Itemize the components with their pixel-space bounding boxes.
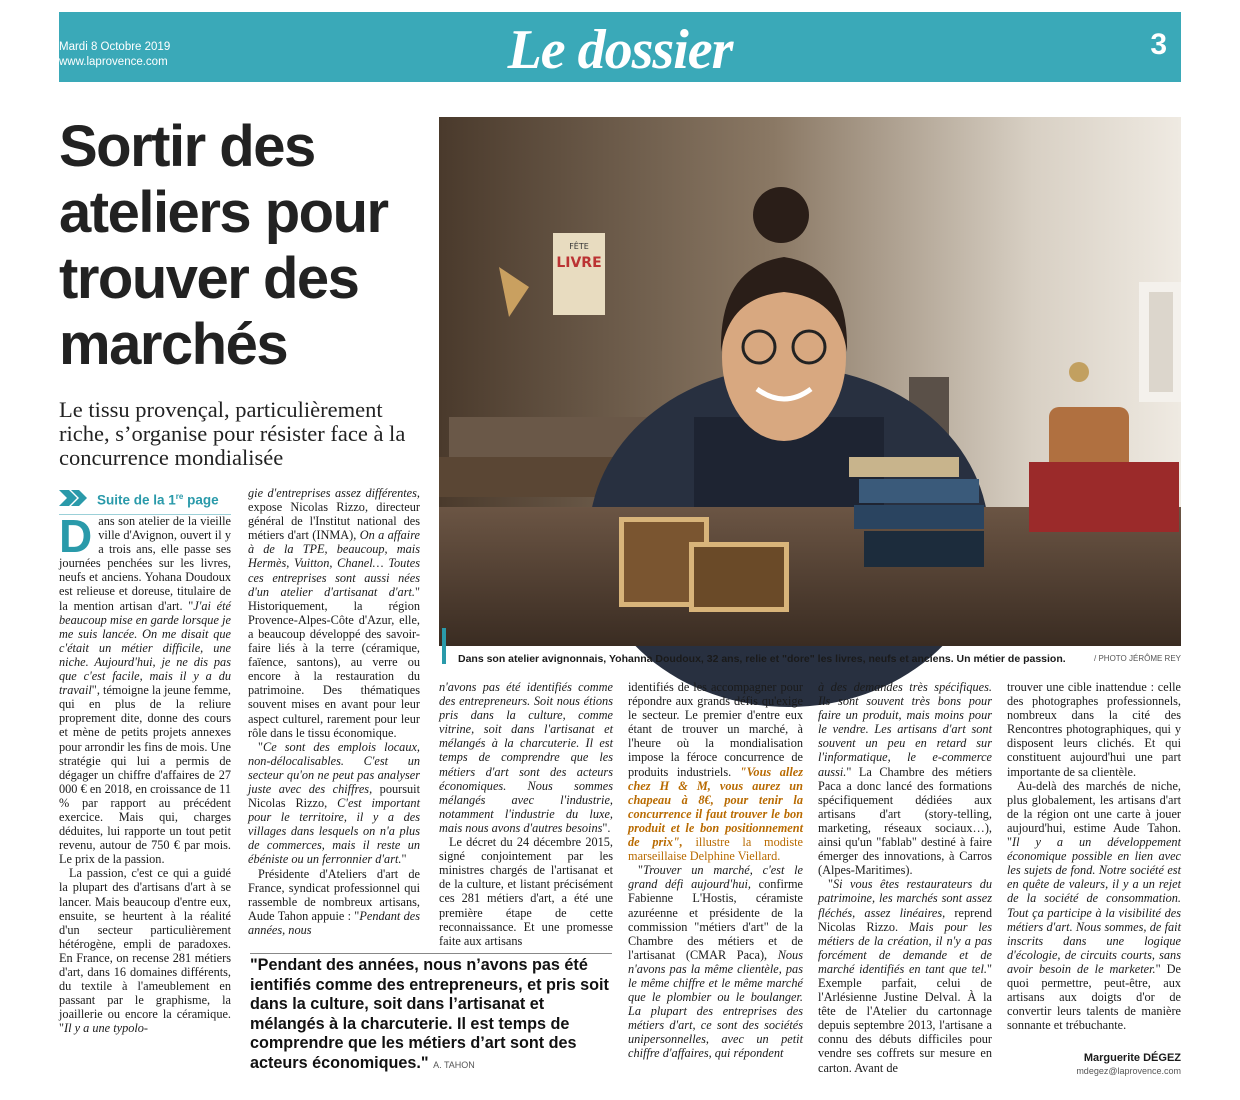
- paragraph: "Ce sont des emplois locaux, non-délocalisables. C'est un secteur qu'on ne peut pas analyser juste avec des chiffres, poursuit Nicolas Rizzo, C'est important pour le territoire, il y a des villages dans lesquels on n'a plus de commerces, mais il reste un ébéniste ou un ferronnier d'art.": [248, 739, 421, 867]
- article-deck: Le tissu provençal, particulièrement riche, s’organise pour résister face à la concurrence mondialisée: [59, 397, 406, 470]
- paragraph: gie d'entreprises assez différentes, expose Nicolas Rizzo, directeur général de l'Institut national des métiers d'art (INMA), On a affaire à de la TPE, beaucoup, mais Hermès, Vuitton, Chanel… Toutes ces entreprises sont aussi nées d'un atelier d'artisanat d'art." Historiquement, la région Provence-Alpes-Côte d'Azur, elle, a beaucoup développé des savoir-faire liés à la terre (céramique, faïence, santons), au verre ou encore à la restauration du patrimoine. Des thématiques souvent mises en avant pour leur aspect culturel, rarement pour leur rôle dans le tissu économique.: [248, 486, 420, 740]
- paragraph: trouver une cible inattendue : celle des photographes professionnels, nombreux dans la cité des Rencontres photographiques, qui y disposent leurs clichés. Et qui constituent aujourd'hui une part importante de sa clientèle.: [1007, 680, 1181, 779]
- author-email[interactable]: mdegez@laprovence.com: [1076, 1066, 1181, 1076]
- caption-text: Dans son atelier avignonnais, Yohanna Doudoux, 32 ans, relie et "dore" les livres, neufs et anciens. Un métier de passion.: [458, 653, 1066, 665]
- continued-label: Suite de la 1re page: [97, 492, 219, 508]
- paragraph: à des demandes très spécifiques. Ils sont souvent très bons pour faire un produit, mais moins pour le vendre. Les artisans d'art sont souvent un peu en retard sur l'informatique, le e-commerce aussi." La Chambre des métiers Paca a donc lancé des formations spécifiquement dédiées aux artisans d'art (story-telling, marketing, réseaux sociaux…), ainsi qu'un "fablab" destiné à faire émerger des innovations, à Carros (Alpes-Maritimes).: [818, 680, 992, 878]
- poster-word-fete: FÊTE: [569, 242, 589, 251]
- paragraph: identifiés de les accompagner pour répondre aux grands défis qu'exige le secteur. Le premier d'entre eux étant de trouver un marché, à l'heure où la mondialisation impose la féroce concurrence de produits industriels. "Vous allez chez H & M, vous aurez un chapeau à 8€, pour tenir la concurrence il faut trouver le bon produit et le bon positionnement de prix", illustre la modiste marseillaise Delphine Viellard.: [628, 680, 803, 864]
- text-column-4: [628, 680, 803, 1086]
- drop-cap: D: [59, 510, 93, 562]
- site-url[interactable]: www.laprovence.com: [59, 56, 168, 68]
- section-rubric: Le dossier: [507, 19, 733, 81]
- paragraph: n'avons pas été identifiés comme des entrepreneurs. Soit nous étions pris dans la culture, comme vitrine, soit dans l'artisanat et mélangés à la charcuterie. Il est temps de comprendre que les métiers d'art sont des acteurs économiques. Nous sommes mélangés avec l'industrie, notamment l'industrie du luxe, mais nous avons d'autres besoins".: [439, 680, 613, 835]
- paragraph: Dans son atelier de la vieille ville d'Avignon, ouvert il y a trois ans, elle passe ses journées penchées sur les livres, neufs et anciens. Yohana Doudoux est relieuse et doreuse, titulaire de la mention artisan d'art. "J'ai été beaucoup mise en garde lorsque je me suis lancée. On me disait que c'était un métier difficile, une niche. Aujourd'hui, je ne dis pas que c'est facile, mais il y a du travail", témoigne la jeune femme, qui en plus de la reliure proprement dite, donne des cours et mène de petits projets annexes pour arrondir les fins de mois. Une stratégie qui lui a permis de dégager un chiffre d'affaires de 27 000 € en 2018, en croissance de 11 % par rapport au précédent exercice. Mais qui, charges déduites, lui rapporte un tout petit revenu, autour de 750 € par mois. Le prix de la passion.: [59, 510, 231, 867]
- caption-accent-bar: [442, 628, 446, 664]
- text-column-3: [439, 680, 613, 948]
- author-byline: Marguerite DÉGEZ: [1083, 1052, 1181, 1064]
- paragraph: Le décret du 24 décembre 2015, signé conjointement par les ministres chargés de l'artisanat et de la culture, et listant précisément ces 281 métiers d'art, a été une première étape de cette reconnaissance. Et une promesse faite aux artisans: [439, 835, 613, 948]
- issue-date: Mardi 8 Octobre 2019: [59, 41, 171, 53]
- pullquote: [250, 956, 612, 1076]
- paragraph: La passion, c'est ce qui a guidé la plupart des d'artisans d'art à se lancer. Mais beaucoup d'entre eux, ensuite, se heurtent à la réalité d'un secteur particulièrement hétérogène, empli de paradoxes. En France, on recense 281 métiers d'art, dans 16 domaines différents, du textile à l'ameublement en passant par le graphisme, la joaillerie ou encore la céramique. "Il y a une typolo-: [59, 866, 231, 1036]
- section-header-band: [59, 12, 1181, 82]
- pullquote-text: "Pendant des années, nous n’avons pas été ientifiés comme des entrepreneurs, et pris soit dans la culture, soit dans l’artisanat et mélangés à la charcuterie. Il est temps de comprendre que les métiers d’art sont des acteurs économiques.": [250, 956, 609, 1072]
- photo-caption: [458, 652, 1181, 666]
- article-headline: Sortir des ateliers pour trouver des marchés: [59, 114, 388, 377]
- article-photo: [439, 117, 1181, 646]
- paragraph: "Si vous êtes restaurateurs du patrimoine, les marchés sont assez fléchés, assez linéaires, reprend Nicolas Rizzo. Mais pour les métiers de la création, il n'y a pas forcément de demande et de marché identifiés en tant que tel." Exemple parfait, celui de l'Arlésienne Justine Delval. À la tête de l'Atelier du cartonnage depuis septembre 2013, l'artisane a connu des débuts difficiles pour vendre ses coffrets sur mesure en carton. Avant de: [818, 877, 993, 1075]
- paragraph: Au-delà des marchés de niche, plus globalement, les artisans d'art de la région ont une carte à jouer aujourd'hui, estime Aude Tahon. "Il y a un développement économique possible en lien avec les sujets de fond. Notre société est en quête de valeurs, il y a un rejet de la société de consommation. Tout ça participe à la visibilité des métiers d'art. Nous sommes, de fait inscrits dans une logique d'écologie, de circuits courts, sans avoir besoin de le marketer." De quoi permettre, peut-être, aux artisans aux doigts d'or de convertir leurs talents de manière sonnante et trébuchante.: [1007, 778, 1181, 1033]
- paragraph: "Trouver un marché, c'est le grand défi aujourd'hui, confirme Fabienne L'Hostis, céramiste azuréenne et présidente de la commission "métiers d'art" de la Chambre des métiers et de l'artisanat (CMAR Paca), Nous n'avons pas la même clientèle, pas le même chiffre et le même marché que le plombier ou le boulanger. La plupart des entreprises des métiers d'art, ce sont des sociétés unipersonnelles, avec un petit chiffre d'affaires, qui répondent: [628, 863, 803, 1061]
- photo-credit: / PHOTO JÉRÔME REY: [1094, 654, 1181, 663]
- paragraph: Présidente d'Ateliers d'art de France, syndicat professionnel qui rassemble de nombreux artisans, Aude Tahon appuie : "Pendant des années, nous: [248, 866, 421, 937]
- artisan-workshop-photo: [439, 117, 1181, 646]
- text-column-5: [818, 680, 992, 1086]
- pullquote-author: A. TAHON: [433, 1059, 475, 1070]
- pullquote-rule: [250, 953, 612, 954]
- poster-word-livre: LIVRE: [556, 255, 602, 271]
- page-number: 3: [1150, 28, 1167, 61]
- text-column-1: [59, 510, 231, 1086]
- text-column-6: [1007, 680, 1181, 1055]
- double-arrow-icon: [59, 488, 91, 508]
